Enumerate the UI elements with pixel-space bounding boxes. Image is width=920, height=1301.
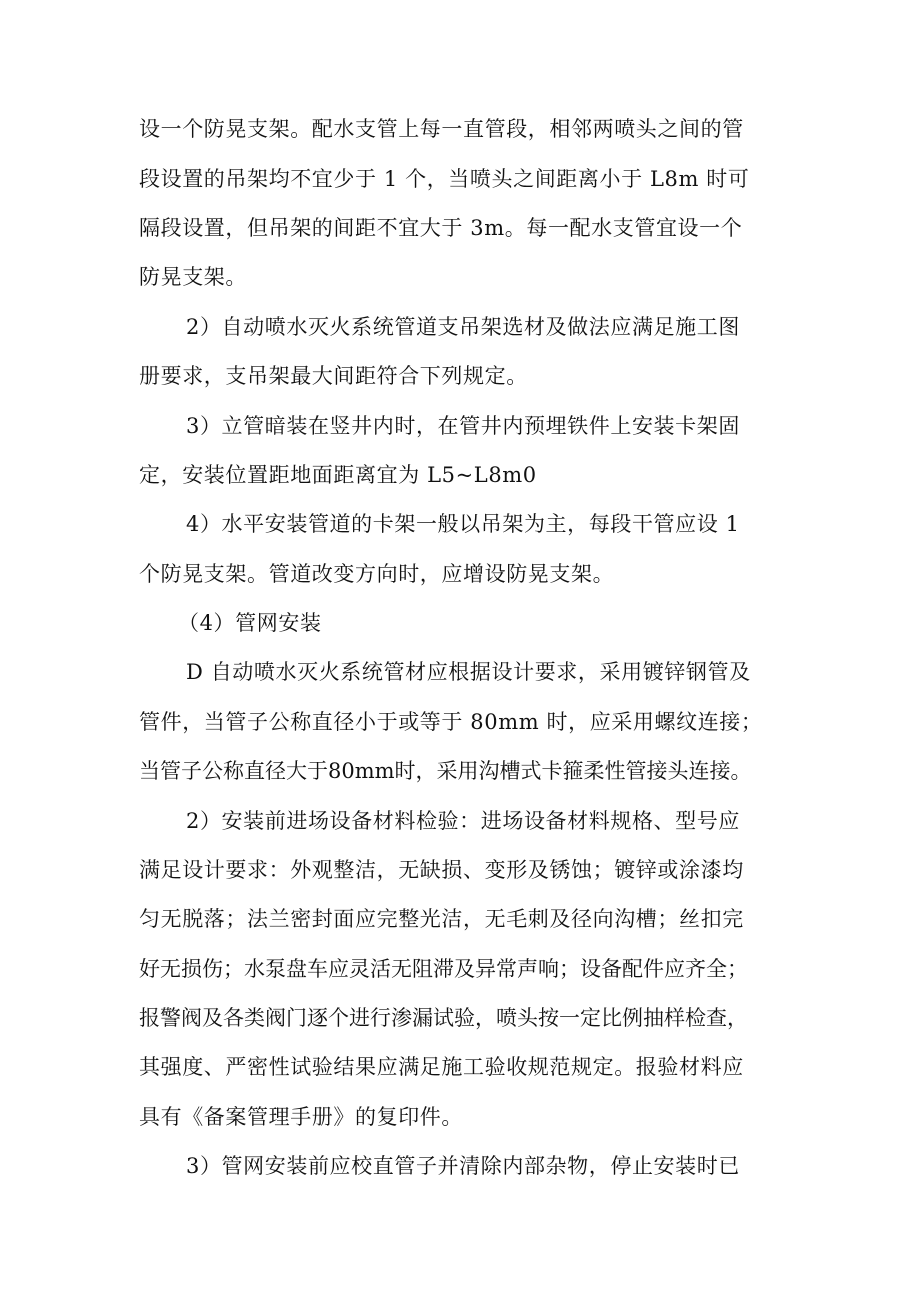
text-line: 3）管网安装前应校直管子并清除内部杂物，停止安装时已 — [186, 1154, 740, 1178]
text-line: 报警阀及各类阀门逐个进行渗漏试验，喷头按一定比例抽样检查， — [139, 1006, 748, 1030]
text-line: 好无损伤；水泵盘车应灵活无阻滞及异常声响；设备配件应齐全； — [139, 957, 748, 981]
text-line: 段设置的吊架均不宜少于 1 个，当喷头之间距离小于 L8m 时可 — [139, 167, 750, 191]
text-line: 具有《备案管理手册》的复印件。 — [139, 1105, 463, 1129]
text-line: 3）立管暗装在竖井内时，在管井内预埋铁件上安装卡架固 — [186, 414, 740, 438]
text-line: 隔段设置，但吊架的间距不宜大于 3m。每一配水支管宜设一个 — [139, 216, 743, 240]
text-line: 4）水平安装管道的卡架一般以吊架为主，每段干管应设 1 — [186, 512, 740, 536]
text-line: 设一个防晃支架。配水支管上每一直管段，相邻两喷头之间的管 — [139, 117, 744, 141]
text-line: 满足设计要求：外观整洁，无缺损、变形及锈蚀；镀锌或涂漆均 — [139, 858, 744, 882]
text-line: 2）安装前进场设备材料检验：进场设备材料规格、型号应 — [186, 809, 740, 833]
text-line: 管件，当管子公称直径小于或等于 80mm 时，应采用螺纹连接； — [139, 710, 763, 734]
text-line: 个防晃支架。管道改变方向时，应增设防晃支架。 — [139, 562, 615, 586]
text-line: 防晃支架。 — [139, 265, 247, 289]
text-line: 册要求，支吊架最大间距符合下列规定。 — [139, 364, 528, 388]
text-line: 当管子公称直径大于80mm时，采用沟槽式卡箍柔性管接头连接。 — [139, 759, 752, 783]
section-heading: （4）管网安装 — [178, 611, 322, 635]
text-line: 2）自动喷水灭火系统管道支吊架选材及做法应满足施工图 — [186, 315, 740, 339]
text-line: D 自动喷水灭火系统管材应根据设计要求，采用镀锌钢管及 — [186, 660, 751, 684]
text-line: 匀无脱落；法兰密封面应完整光洁，无毛刺及径向沟槽；丝扣完 — [139, 907, 744, 931]
text-line: 其强度、严密性试验结果应满足施工验收规范规定。报验材料应 — [139, 1055, 744, 1079]
text-line: 定，安装位置距地面距离宜为 L5~L8m0 — [139, 463, 537, 487]
